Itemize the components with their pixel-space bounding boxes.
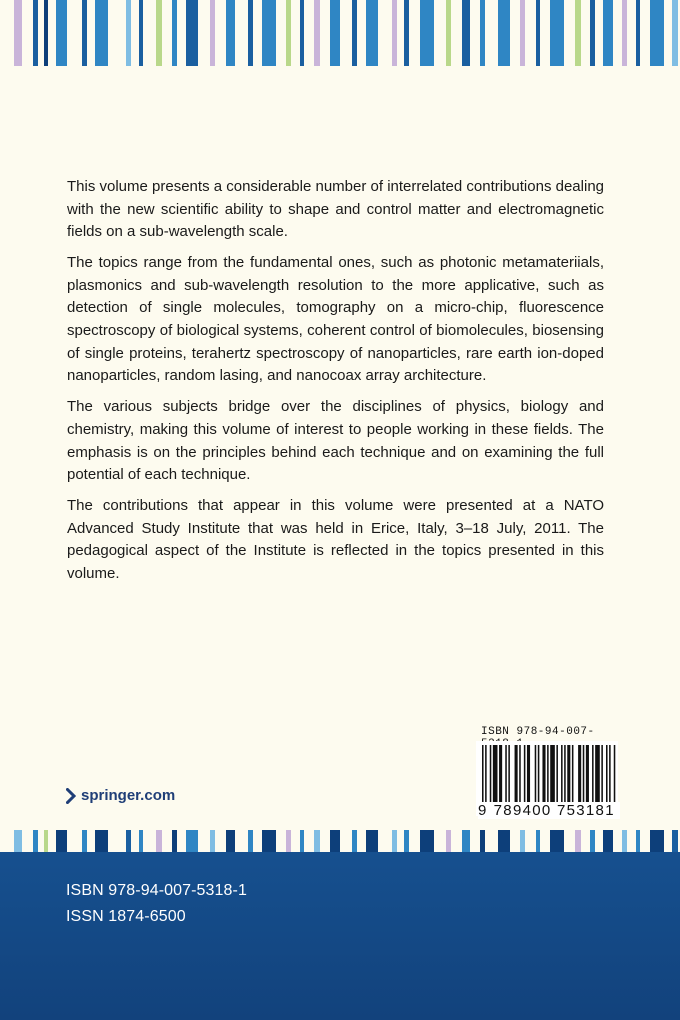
decorative-stripe [172,830,177,852]
decorative-stripe [210,830,215,852]
barcode-bar [609,745,611,803]
barcode-digits [478,802,620,819]
barcode-bar [519,745,521,803]
barcode-first-digit: 9 [478,802,488,819]
barcode-bar [586,745,589,803]
decorative-stripe [314,0,320,66]
barcode-bar [515,745,518,803]
barcode-bar [482,745,484,803]
decorative-stripe [248,830,253,852]
decorative-stripe [33,830,38,852]
decorative-stripe [286,0,291,66]
decorative-stripe [95,830,108,852]
decorative-stripe [603,0,613,66]
publisher-url: springer.com [81,787,176,804]
decorative-stripe [404,0,409,66]
barcode-bar [493,745,498,803]
decorative-stripe [536,830,540,852]
blurb-paragraph-1: This volume presents a considerable number of interrelated contributions dealing with the new scientific ability to shape and control matter and electromagnetic fields on a sub-wavelength scale. [67,178,604,241]
barcode-bar [595,745,600,803]
decorative-stripe [590,830,595,852]
barcode-bar [490,745,492,803]
barcode-isbn-label: ISBN 978-94-007- [481,726,595,738]
barcode-bar [535,745,537,803]
footer-isbn: ISBN 978-94-007-5318-1 [66,882,247,899]
decorative-stripe [498,830,510,852]
decorative-stripe [14,0,22,66]
decorative-stripe [366,830,378,852]
decorative-stripe [420,0,434,66]
barcode-bar [561,745,563,803]
chevron-right-icon [66,788,76,804]
barcode-bar [572,745,574,803]
decorative-stripe [498,0,510,66]
decorative-stripe [262,0,276,66]
decorative-stripe [462,0,470,66]
barcode-bar [614,745,616,803]
decorative-stripe [366,0,378,66]
decorative-stripe [462,830,470,852]
decorative-stripe [330,830,340,852]
decorative-stripe [300,0,304,66]
decorative-stripe [603,830,613,852]
decorative-stripe [550,830,564,852]
barcode-bar [578,745,581,803]
blurb-paragraph-2: The topics range from the fundamental ones, such as photonic metamateriials, plasmonics and sub-wavelength resolution to the more applicative, such as detection of single molecules, tomography on a micro-chip, fluorescence spectroscopy of biological systems, coherent control of biomolecules, biosensing of single proteins, terahertz spectroscopy of nanoparticles, rare earth ion-doped nanoparticles, random lasing, and nanocoax array architecture. [67,254,604,385]
blurb-paragraph-3: The various subjects bridge over the disciplines of physics, biology and chemistry, making this volume of interest to people working in these fields. The emphasis is on the principles behind each technique and on examining the full potential of each technique. [67,398,604,484]
decorative-stripe [622,0,627,66]
barcode-bar [567,745,570,803]
barcode-bar [499,745,502,803]
footer-band [0,852,680,1020]
decorative-stripe [650,830,664,852]
decorative-stripe [636,830,640,852]
decorative-stripe [520,830,525,852]
decorative-stripe [248,0,253,66]
barcode-bar [527,745,530,803]
decorative-stripe [210,0,215,66]
decorative-stripe [286,830,291,852]
barcode-digit-groups: 789400 753181 [493,802,615,819]
decorative-stripe [330,0,340,66]
decorative-stripe [420,830,434,852]
decorative-stripe [352,830,357,852]
decorative-stripe [126,830,131,852]
decorative-stripe [156,0,162,66]
decorative-stripe [392,830,397,852]
barcode-bar [538,745,540,803]
decorative-stripe [33,0,38,66]
decorative-stripe [672,0,678,66]
decorative-stripe [56,0,67,66]
decorative-stripe [392,0,397,66]
barcode-bar [583,745,585,803]
blurb-paragraph-4: The contributions that appear in this volume were presented at a NATO Advanced Study Institute that was held in Erice, Italy, 3–18 July, 2011. The pedagogical aspect of the Institute is reflected in the topics presented in this volume. [67,497,604,582]
decorative-stripe [82,0,87,66]
barcode-bar [524,745,526,803]
barcode-bar [542,745,545,803]
decorative-stripe [404,830,409,852]
barcode-bar [505,745,507,803]
decorative-stripe [575,0,581,66]
decorative-stripe [186,0,198,66]
decorative-stripe [446,830,451,852]
decorative-stripe [95,0,108,66]
decorative-stripe [520,0,525,66]
decorative-stripe [172,0,177,66]
decorative-stripe [139,0,143,66]
barcode-bar [508,745,510,803]
decorative-stripe [139,830,143,852]
barcode-bar [601,745,603,803]
decorative-stripe [226,830,235,852]
barcode-bar [485,745,487,803]
decorative-stripe [480,830,485,852]
decorative-stripe [126,0,131,66]
decorative-stripe [44,830,48,852]
decorative-stripe [550,0,564,66]
decorative-stripe [590,0,595,66]
barcode-bar [556,745,558,803]
barcode-bar [592,745,594,803]
decorative-stripe [56,830,67,852]
barcode-bar [547,745,549,803]
decorative-stripe [314,830,320,852]
decorative-stripe [226,0,235,66]
barcode-bars [476,741,618,803]
back-cover-blurb [67,176,604,594]
decorative-stripe [575,830,581,852]
decorative-stripe [446,0,451,66]
barcode-bar [606,745,608,803]
top-stripe-band [0,0,680,66]
decorative-stripe [156,830,162,852]
decorative-stripe [186,830,198,852]
decorative-stripe [14,830,22,852]
decorative-stripe [44,0,48,66]
decorative-stripe [300,830,304,852]
publisher-link[interactable] [66,787,175,804]
decorative-stripe [672,830,678,852]
barcode-bar [564,745,566,803]
footer-issn: ISSN 1874-6500 [66,908,186,925]
decorative-stripe [636,0,640,66]
decorative-stripe [480,0,485,66]
decorative-stripe [352,0,357,66]
decorative-stripe [262,830,276,852]
decorative-stripe [650,0,664,66]
decorative-stripe [82,830,87,852]
barcode-bar [550,745,555,803]
bottom-stripe-band [0,830,680,852]
decorative-stripe [536,0,540,66]
decorative-stripe [622,830,627,852]
